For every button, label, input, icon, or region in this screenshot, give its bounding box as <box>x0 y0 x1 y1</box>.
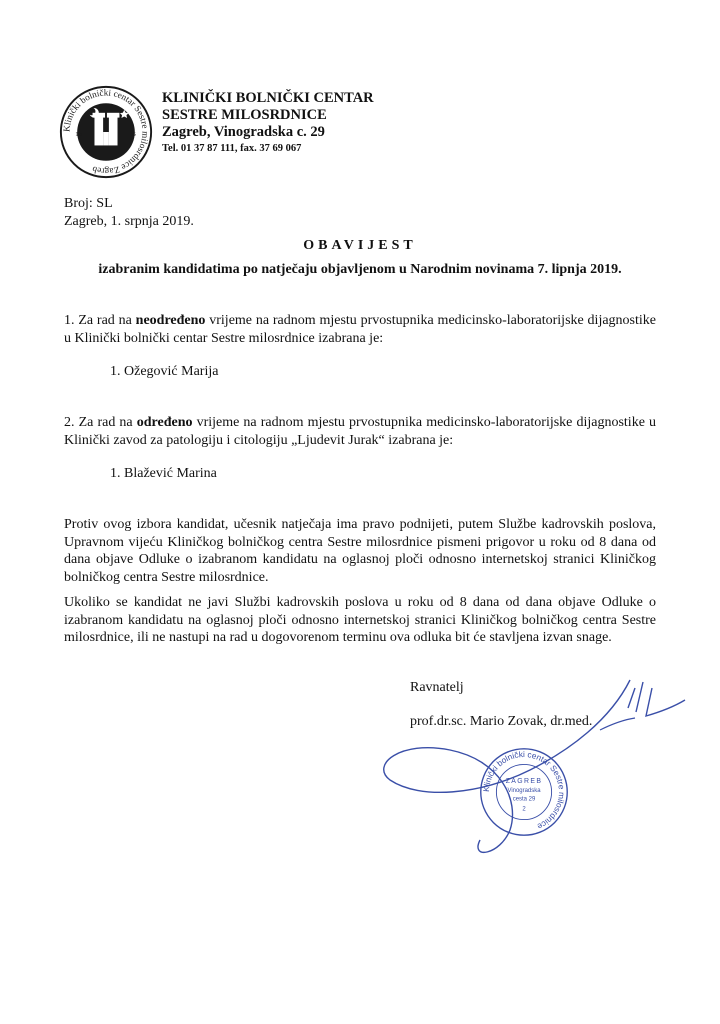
section-1-suffix: vrijeme na radnom mjestu prvostupnika medicinsko-laboratorijske dijagnostike u Klinički bolnički centar Sestre milosrdnice izabrana je: <box>64 313 656 346</box>
notice-title: OBAVIJEST <box>303 238 417 253</box>
section-1-text <box>64 312 656 347</box>
reference-number: Broj: SL <box>64 196 113 211</box>
stamp-street2: cesta 29 <box>512 796 536 803</box>
logo-year-right: 46 <box>129 130 136 138</box>
objection-paragraph: Protiv ovog izbora kandidat, učesnik natječaja ima pravo podnijeti, putem Službe kadrovskih poslova, Upravnom vijeću Kliničkog bolničkog centra Sestre milosrdnice pismeni prigovor u roku od 8 dana od dana objave Odluke o izabranom kandidatu na oglasnoj ploči odnosno internetskoj stranici Kliničkog bolničkog centra Sestre milosrdnice. <box>64 517 656 585</box>
institution-contact: Tel. 01 37 87 111, fax. 37 69 067 <box>162 143 302 154</box>
section-2-prefix: 2. Za rad na <box>64 415 137 430</box>
signature-title: Ravnatelj <box>410 680 464 695</box>
stamp-number: 2 <box>522 806 526 813</box>
section-2-bold: određeno <box>136 415 193 430</box>
logo-ring-text: Klinički bolnički centar Sestre milosrdnice Zagreb <box>61 87 151 177</box>
section-1-candidate: 1. Ožegović Marija <box>110 364 219 379</box>
section-1-prefix: 1. Za rad na <box>64 313 136 328</box>
institution-address: Zagreb, Vinogradska c. 29 <box>162 124 325 140</box>
logo-year-left: 18 <box>75 130 82 138</box>
official-stamp <box>478 746 570 838</box>
institution-name-line1: KLINIČKI BOLNIČKI CENTAR <box>162 90 374 106</box>
institution-name <box>162 90 374 124</box>
signature-name: prof.dr.sc. Mario Zovak, dr.med. <box>410 714 593 729</box>
institution-name-line2: SESTRE MILOSRDNICE <box>162 107 327 123</box>
stamp-ring-text: Klinički bolnički centar Sestre milosrdnice <box>481 750 567 831</box>
place-date: Zagreb, 1. srpnja 2019. <box>64 214 194 229</box>
nonappearance-paragraph: Ukoliko se kandidat ne javi Službi kadrovskih poslova u roku od 8 dana od dana objave Odluke o izabranom kandidatu na oglasnoj ploči odnosno internetskoj stranici Kliničkog bolničkog centra Sestre milosrdnice, ili ne nastupi na rad u dogovorenom terminu ova odluka bit će stavljena izvan snage. <box>64 595 656 645</box>
section-2-suffix: vrijeme na radnom mjestu prvostupnika medicinsko-laboratorijske dijagnostike u Klinički zavod za patologiju i citologiju „Ljudevit Jurak“ izabrana je: <box>64 415 657 448</box>
hospital-logo <box>58 84 154 180</box>
notice-subtitle: izabranim kandidatima po natječaju objavljenom u Narodnim novinama 7. lipnja 2019. <box>98 262 622 277</box>
section-2-text <box>64 414 656 449</box>
stamp-street1: Vinogradska <box>507 788 541 794</box>
section-1-bold: neodređeno <box>135 313 206 328</box>
stamp-city: ZAGREB <box>505 777 543 785</box>
section-2-candidate: 1. Blažević Marina <box>110 466 217 481</box>
